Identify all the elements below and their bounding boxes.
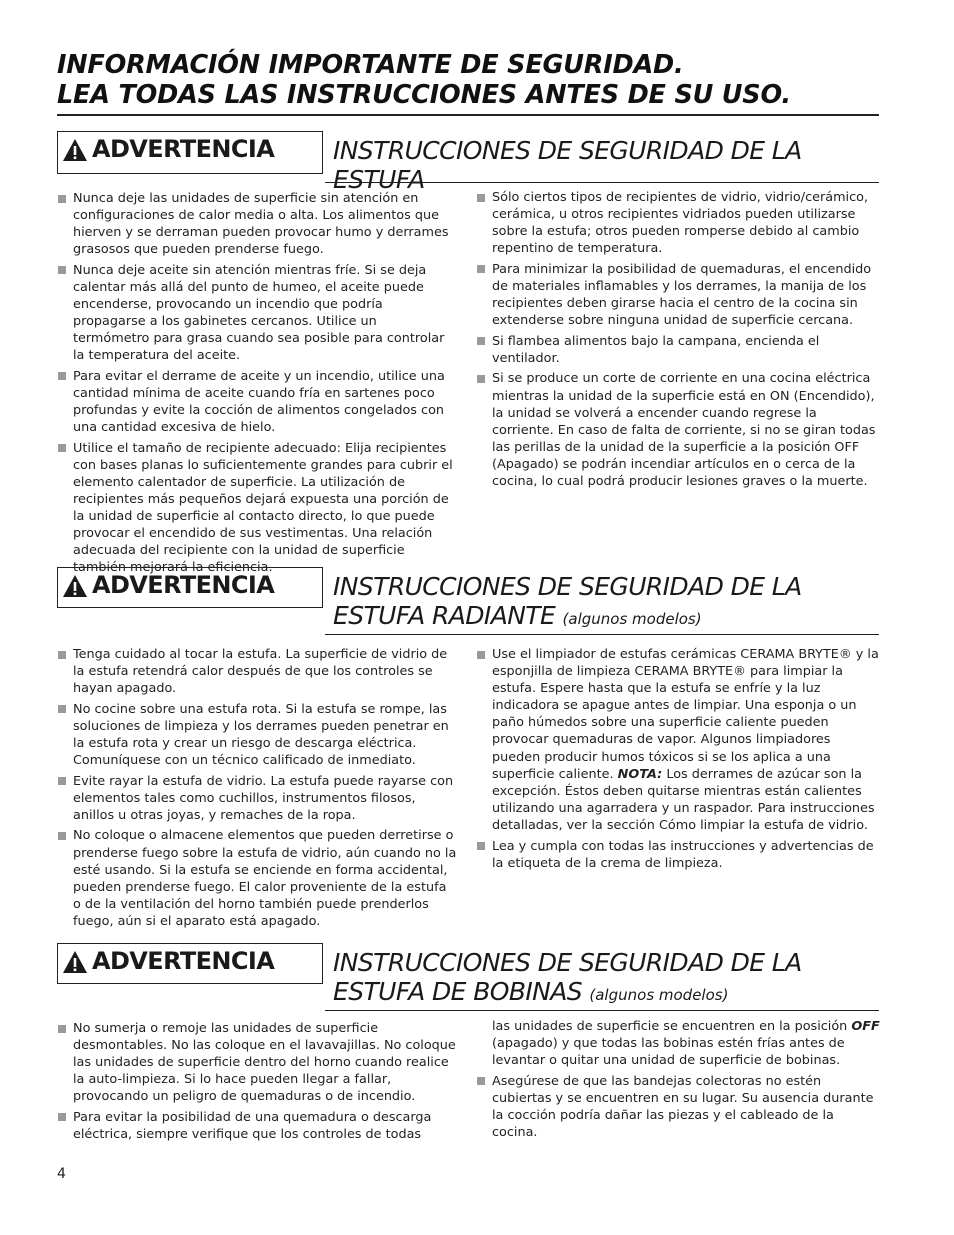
section2-left-column	[57, 646, 457, 934]
section-title-text: INSTRUCCIONES DE SEGURIDAD DE LA ESTUFA	[333, 136, 802, 194]
section-rule	[325, 1010, 879, 1011]
section-title-line2: ESTUFA RADIANTE (algunos modelos)	[333, 601, 702, 630]
square-bullet-icon	[477, 1077, 485, 1085]
warning-triangle-icon	[62, 950, 88, 974]
section-title	[333, 136, 879, 194]
square-bullet-icon	[58, 444, 66, 452]
warning-header-radiant	[57, 567, 879, 635]
header-rule	[57, 114, 879, 116]
section-title-line1: INSTRUCCIONES DE SEGURIDAD DE LA	[333, 572, 802, 601]
square-bullet-icon	[58, 266, 66, 274]
square-bullet-icon	[58, 832, 66, 840]
list-item: Use el limpiador de estufas cerámicas CERAMA BRYTE® y la esponjilla de limpieza CERAMA BRYTE® para limpiar la estufa. Espere hasta que la estufa se enfríe y la luz indicadora se apague antes de limpiar. Una esponja o un paño húmedos sobre una superficie caliente pueden provocar quemaduras de vapor. Algunos limpiadores pueden producir humos tóxicos si se los aplica a una superficie caliente. NOTA: Los derrames de azúcar son la excepción. Éstos deben quitarse mientras están calientes utilizando una agarradera y un raspador. Para instrucciones detalladas, ver la sección Cómo limpiar la estufa de vidrio.	[476, 646, 880, 834]
warning-label: ADVERTENCIA	[92, 947, 275, 975]
section-title	[333, 948, 879, 1010]
list-item: Evite rayar la estufa de vidrio. La estufa puede rayarse con elementos tales como cuchillos, instrumentos filosos, anillos u otras joyas, y remaches de la ropa.	[57, 773, 457, 824]
warning-label: ADVERTENCIA	[92, 135, 275, 163]
warning-header-coil	[57, 943, 879, 1011]
page-number: 4	[57, 1166, 66, 1182]
square-bullet-icon	[58, 195, 66, 203]
square-bullet-icon	[58, 372, 66, 380]
off-label: OFF	[851, 1019, 880, 1034]
warning-label: ADVERTENCIA	[92, 571, 275, 599]
square-bullet-icon	[58, 651, 66, 659]
square-bullet-icon	[477, 194, 485, 202]
warning-box	[57, 567, 323, 608]
square-bullet-icon	[477, 265, 485, 273]
list-item: Si se produce un corte de corriente en una cocina eléctrica mientras la unidad de la superficie está en ON (Encendido), la unidad se volverá a encender cuando regrese la corriente. En caso de falta de corriente, si no se giran todas las perillas de la unidad de la superficie a la posición OFF (Apagado) se podrán incendiar artículos en o cerca de la cocina, lo cual podrá producir lesiones graves o la muerte.	[476, 370, 879, 490]
list-item: Para minimizar la posibilidad de quemaduras, el encendido de materiales inflamables y los derrames, la manija de los recipientes deben girarse hacia el centro de la cocina sin extenderse sobre ninguna unidad de superficie cercana.	[476, 261, 879, 329]
warning-triangle-icon	[62, 138, 88, 162]
page-title-line2: LEA TODAS LAS INSTRUCCIONES ANTES DE SU USO.	[57, 80, 791, 110]
warning-triangle-icon	[62, 574, 88, 598]
section3-right-column	[476, 1018, 880, 1145]
section-title-sub: (algunos modelos)	[562, 610, 702, 628]
warning-box	[57, 943, 323, 984]
list-item: No cocine sobre una estufa rota. Si la estufa se rompe, las soluciones de limpieza y los derrames pueden penetrar en la estufa rota y crear un riesgo de descarga eléctrica. Comuníquese con un técnico calificado de inmediato.	[57, 701, 457, 769]
list-item: Para evitar el derrame de aceite y un incendio, utilice una cantidad mínima de aceite cuando fría en sartenes poco profundas y evite la cocción de alimentos congelados con una cantidad excesiva de hielo.	[57, 368, 455, 436]
square-bullet-icon	[58, 1025, 66, 1033]
square-bullet-icon	[58, 1113, 66, 1121]
list-item: No sumerja o remoje las unidades de superficie desmontables. No las coloque en el lavavajillas. No coloque las unidades de superficie dentro del horno cuando realice la auto-limpieza. Si lo hace pueden llegar a fallar, provocando un peligro de quemaduras o de incendio.	[57, 1020, 457, 1105]
list-item: Para evitar la posibilidad de una quemadura o descarga eléctrica, siempre verifique que los controles de todas	[57, 1109, 457, 1143]
list-item-continuation: las unidades de superficie se encuentren en la posición OFF (apagado) y que todas las bobinas estén frías antes de levantar o quitar una unidad de superficie de bobinas.	[492, 1019, 880, 1069]
square-bullet-icon	[477, 375, 485, 383]
section-title-line1: INSTRUCCIONES DE SEGURIDAD DE LA	[333, 948, 802, 977]
warning-box	[57, 131, 323, 174]
square-bullet-icon	[58, 705, 66, 713]
square-bullet-icon	[477, 651, 485, 659]
section-title-sub: (algunos modelos)	[589, 986, 729, 1004]
section-rule	[325, 182, 879, 183]
warning-header-stove	[57, 131, 879, 194]
list-item: Si flambea alimentos bajo la campana, encienda el ventilador.	[476, 333, 879, 367]
square-bullet-icon	[477, 842, 485, 850]
page-header	[57, 50, 879, 110]
list-item: Utilice el tamaño de recipiente adecuado: Elija recipientes con bases planas lo suficientemente grandes para cubrir el elemento calentador de superficie. La utilización de recipientes más pequeños dejará expuesta una porción de la unidad de superficie al contacto directo, lo que puede provocar el encendido de sus vestimentas. Una relación adecuada del recipiente con la unidad de superficie también mejorará la eficiencia.	[57, 440, 455, 577]
list-item: Lea y cumpla con todas las instrucciones y advertencias de la etiqueta de la crema de limpieza.	[476, 838, 880, 872]
list-item: Tenga cuidado al tocar la estufa. La superficie de vidrio de la estufa retendrá calor después de que los controles se hayan apagado.	[57, 646, 457, 697]
list-item: No coloque o almacene elementos que pueden derretirse o prenderse fuego sobre la estufa de vidrio, aún cuando no la esté usando. Si la estufa se enciende en forma accidental, pueden prenderse fuego. El calor proveniente de la estufa o de la ventilación del horno también puede prenderlos fuego, aún si el aparato está apagado.	[57, 827, 457, 930]
section1-left-column	[57, 190, 455, 580]
note-label: NOTA:	[617, 766, 663, 782]
list-item: Asegúrese de que las bandejas colectoras no estén cubiertas y se encuentren en su lugar. Su ausencia durante la cocción podría dañar las piezas y el cableado de la cocina.	[476, 1073, 880, 1141]
page-title-line1: INFORMACIÓN IMPORTANTE DE SEGURIDAD.	[57, 50, 684, 80]
list-item: Nunca deje las unidades de superficie sin atención en configuraciones de calor media o alta. Los alimentos que hierven y se derraman pueden provocar humo y derrames grasosos que pueden prenderse fuego.	[57, 190, 455, 258]
section3-left-column	[57, 1020, 457, 1147]
section-rule	[325, 634, 879, 635]
list-item: Nunca deje aceite sin atención mientras fríe. Si se deja calentar más allá del punto de humeo, el aceite puede encenderse, provocando un incendio que podría propagarse a los gabinetes cercanos. Utilice un termómetro para grasa cuando sea posible para controlar la temperatura del aceite.	[57, 262, 455, 365]
section-title	[333, 572, 879, 634]
section-title-line2: ESTUFA DE BOBINAS (algunos modelos)	[333, 977, 729, 1006]
section2-right-column	[476, 646, 880, 875]
list-item: Sólo ciertos tipos de recipientes de vidrio, vidrio/cerámico, cerámica, u otros recipientes vidriados pueden utilizarse sobre la estufa; otros pueden romperse debido al cambio repentino de temperatura.	[476, 189, 879, 257]
square-bullet-icon	[477, 337, 485, 345]
section1-right-column	[476, 189, 879, 494]
square-bullet-icon	[58, 777, 66, 785]
